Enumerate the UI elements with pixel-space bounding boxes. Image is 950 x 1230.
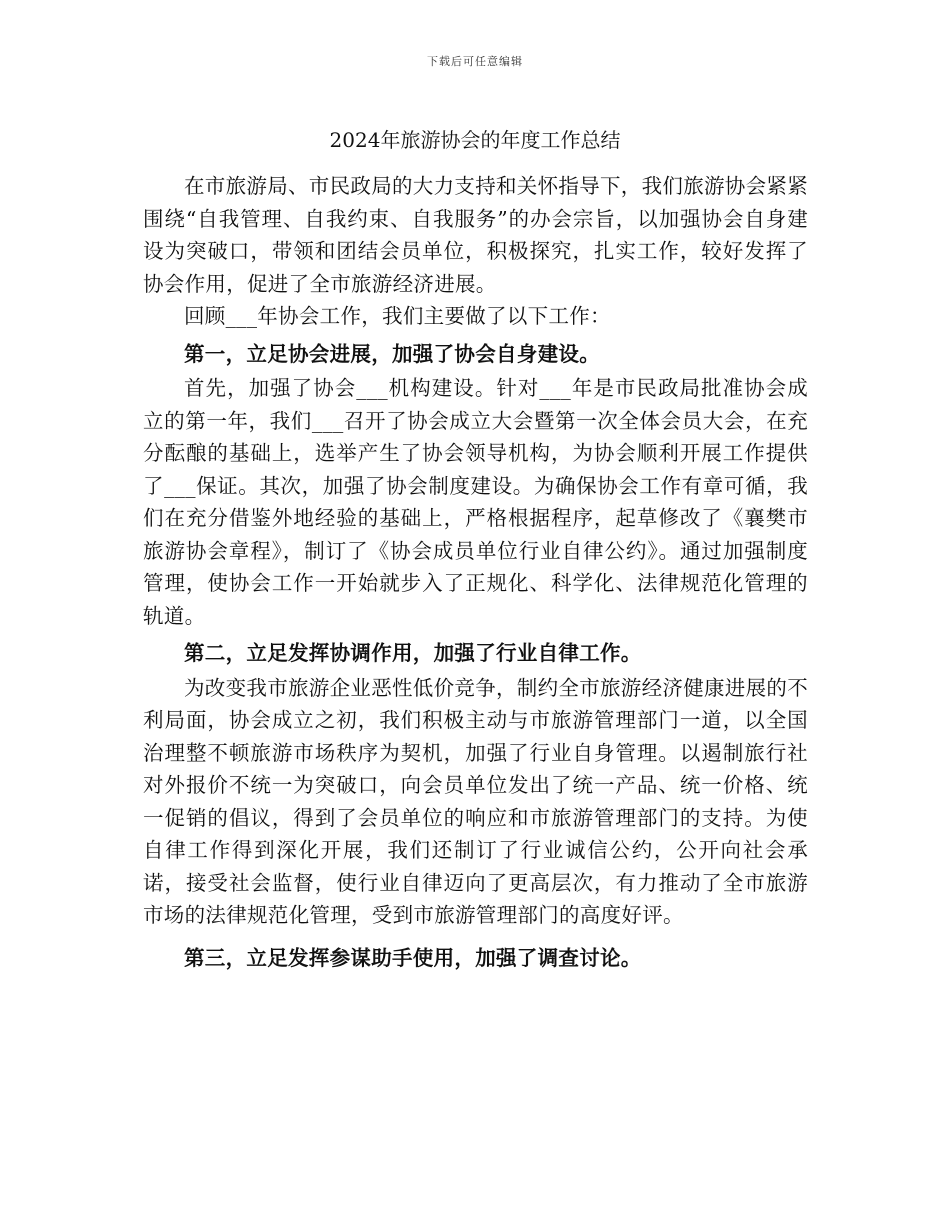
paragraph-section-2: 为改变我市旅游企业恶性低价竞争，制约全市旅游经济健康进展的不利局面，协会成立之初，我们积极主动与市旅游管理部门一道，以全国治理整不顿旅游市场秩序为契机，加强了行业自身管理。以遏制旅行社对外报价不统一为突破口，向会员单位发出了统一产品、统一价格、统一促销的倡议，得到了会员单位的响应和市旅游管理部门的支持。为使自律工作得到深化开展，我们还制订了行业诚信公约，公开向社会承诺，接受社会监督，使行业自律迈向了更高层次，有力推动了全市旅游市场的法律规范化管理，受到市旅游管理部门的高度好评。: [143, 675, 808, 927]
document-title: 2024年旅游协会的年度工作总结: [329, 128, 621, 152]
section-heading-1: 第一，立足协会进展，加强了协会自身建设。: [184, 341, 600, 366]
paragraph-intro: 在市旅游局、市民政局的大力支持和关怀指导下，我们旅游协会紧紧围绕“自我管理、自我约束、自我服务”的办会宗旨，以加强协会自身建设为突破口，带领和团结会员单位，积极探究，扎实工作，较好发挥了协会作用，促进了全市旅游经济进展。: [143, 174, 808, 296]
section-heading-3: 第三，立足发挥参谋助手使用，加强了调查讨论。: [184, 945, 642, 970]
page-header-note: 下载后可任意编辑: [427, 55, 523, 68]
document-body: [143, 170, 808, 976]
section-heading-2: 第二，立足发挥协调作用，加强了行业自律工作。: [184, 641, 642, 665]
paragraph-review: 回顾___年协会工作，我们主要做了以下工作：: [184, 304, 611, 328]
paragraph-section-1: 首先，加强了协会___机构建设。针对___年是市民政局批准协会成立的第一年，我们___召开了协会成立大会暨第一次全体会员大会，在充分酝酿的基础上，选举产生了协会领导机构，为协会顺利开展工作提供了___保证。其次，加强了协会制度建设。为确保协会工作有章可循，我们在充分借鉴外地经验的基础上，严格根据程序，起草修改了《襄樊市旅游协会章程》，制订了《协会成员单位行业自律公约》。通过加强制度管理，使协会工作一开始就步入了正规化、科学化、法律规范化管理的轨道。: [143, 376, 808, 628]
